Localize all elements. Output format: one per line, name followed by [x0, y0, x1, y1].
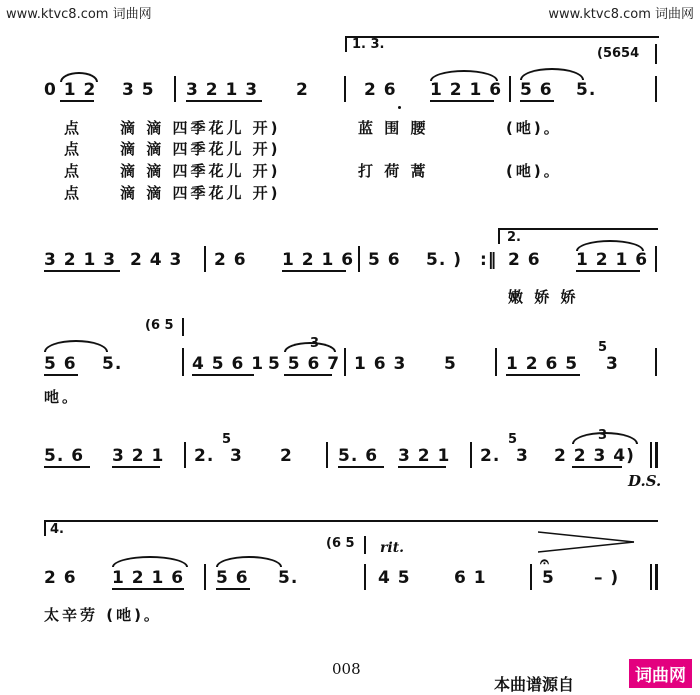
lyric-line: 太辛劳 (吔)。 — [44, 606, 162, 624]
slur — [112, 556, 188, 567]
beam — [430, 100, 494, 102]
note-group: 1 2 1 6 — [430, 80, 503, 100]
barline-final — [650, 442, 652, 468]
lyric-line: 吔。 — [44, 388, 81, 406]
barline — [204, 564, 206, 590]
brand-logo[interactable]: 词曲网 — [629, 659, 692, 688]
lyric-line: 滴 滴 四季花儿 开) — [120, 162, 281, 180]
note-group: 0 1 2 — [44, 80, 97, 100]
slur — [430, 70, 498, 81]
note-group: 2 4 3 — [130, 250, 183, 270]
lyric-line: 嫩 娇 娇 — [508, 288, 579, 306]
volta-bracket-second — [498, 228, 658, 244]
barline — [655, 246, 657, 272]
barline — [655, 76, 657, 102]
note-group: 5 — [444, 354, 457, 374]
slur — [44, 340, 108, 352]
rit-marking: rit. — [380, 540, 405, 556]
beam — [216, 588, 250, 590]
barline-final — [655, 442, 658, 468]
note-group: 4 5 — [378, 568, 411, 588]
lyric-line: 蓝 围 腰 — [358, 119, 429, 137]
note-group: 5 6 — [216, 568, 249, 588]
lyric-line: (吔)。 — [506, 162, 562, 180]
ds-marking: D.S. — [628, 472, 662, 490]
barline — [364, 564, 366, 590]
barline — [655, 44, 657, 64]
note-group: 2 — [296, 80, 309, 100]
note-group: 2 2 3 4) — [554, 446, 635, 466]
note-group: 3 2 1 3 — [44, 250, 117, 270]
barline — [509, 76, 511, 102]
grace-note: 5 — [508, 432, 518, 447]
barline — [470, 442, 472, 468]
note-group: – ) — [594, 568, 620, 588]
barline — [174, 76, 176, 102]
note-group: 3 — [516, 446, 529, 466]
barline — [344, 76, 346, 102]
note-group: 5. ) — [426, 250, 462, 270]
note-group: 2. — [194, 446, 215, 466]
note-group: 2 6 — [44, 568, 77, 588]
note-group: 2 6 — [214, 250, 247, 270]
volta-label-fourth: 4. — [50, 522, 64, 537]
note-group: 5 6 — [520, 80, 553, 100]
lyric-syllable: 点 — [64, 162, 83, 180]
lyric-line: 滴 滴 四季花儿 开) — [120, 140, 281, 158]
triplet-mark: 3 — [598, 428, 608, 443]
beam — [112, 588, 184, 590]
note-group: 5. — [278, 568, 299, 588]
beam — [572, 466, 622, 468]
slur — [572, 432, 638, 444]
beam — [192, 374, 254, 376]
note-group: 1 2 1 6 — [112, 568, 185, 588]
grace-notes: (5654 — [597, 46, 640, 61]
note-group: 5. 6 — [44, 446, 85, 466]
barline — [182, 348, 184, 376]
lyric-syllable: 点 — [64, 140, 83, 158]
decrescendo-hairpin — [538, 530, 638, 554]
note-group: 1 2 1 6 — [576, 250, 649, 270]
barline — [364, 536, 366, 554]
note-group: 1 2 1 6 — [282, 250, 355, 270]
beam — [338, 466, 384, 468]
note-group: 5 5 6 7 — [268, 354, 341, 374]
beam — [576, 270, 640, 272]
slur — [284, 342, 336, 352]
lyric-syllable: 点 — [64, 184, 83, 202]
lyric-line: 滴 滴 四季花儿 开) — [120, 119, 281, 137]
octave-dot — [398, 106, 401, 109]
beam — [282, 270, 346, 272]
barline-final — [650, 564, 652, 590]
note-group: 4 5 6 1 — [192, 354, 265, 374]
note-group: 2. — [480, 446, 501, 466]
note-group: 2 6 — [364, 80, 397, 100]
note-group: 1 2 6 5 — [506, 354, 579, 374]
note-group: 3 2 1 3 — [186, 80, 259, 100]
lyric-line: 滴 滴 四季花儿 开) — [120, 184, 281, 202]
note-group: 3 5 — [122, 80, 155, 100]
lyric-line: (吔)。 — [506, 119, 562, 137]
beam — [44, 466, 90, 468]
page-number: 008 — [332, 660, 361, 678]
barline — [358, 246, 360, 272]
barline-final — [655, 564, 658, 590]
triplet-mark: 3 — [310, 336, 320, 351]
beam — [520, 100, 554, 102]
note-group: 5 6 — [368, 250, 401, 270]
note-group: 3 2 1 — [398, 446, 451, 466]
watermark-left: www.ktvc8.com 词曲网 — [6, 7, 152, 22]
grace-note: 5 — [222, 432, 232, 447]
volta-label-first: 1. 3. — [352, 37, 385, 52]
note-group: 6 1 — [454, 568, 487, 588]
slur — [60, 72, 98, 82]
lyric-syllable: 点 — [64, 119, 83, 137]
watermark-right: www.ktvc8.com 词曲网 — [548, 7, 694, 22]
beam — [112, 466, 160, 468]
note-group: 5 — [542, 568, 555, 588]
barline — [326, 442, 328, 468]
note-group: 5. 6 — [338, 446, 379, 466]
note-group: 5. — [102, 354, 123, 374]
beam — [44, 270, 120, 272]
grace-notes: (6 5 — [145, 318, 174, 333]
grace-notes: (6 5 — [326, 536, 355, 551]
barline — [184, 442, 186, 468]
grace-note: 5 — [598, 340, 608, 355]
slur — [216, 556, 282, 567]
note-group: 1 6 3 — [354, 354, 407, 374]
note-group: 3 — [230, 446, 243, 466]
beam — [284, 374, 332, 376]
footer-source-text: 本曲谱源自 — [494, 675, 575, 694]
note-group: 5 6 — [44, 354, 77, 374]
barline — [204, 246, 206, 272]
beam — [60, 100, 94, 102]
note-group: 3 2 1 — [112, 446, 165, 466]
beam — [44, 374, 78, 376]
barline — [495, 348, 497, 376]
barline — [530, 564, 532, 590]
lyric-line: 打 荷 蒿 — [358, 162, 429, 180]
fermata-icon: 𝄐 — [540, 552, 549, 571]
beam — [186, 100, 262, 102]
barline — [344, 348, 346, 376]
slur — [520, 68, 584, 80]
note-group: 2 — [280, 446, 293, 466]
beam — [506, 374, 580, 376]
barline — [655, 348, 657, 376]
beam — [398, 466, 446, 468]
note-group: 5. — [576, 80, 597, 100]
volta-label-second: 2. — [507, 230, 521, 245]
repeat-sign: :‖ — [480, 250, 498, 270]
note-group: 3 — [606, 354, 619, 374]
barline — [182, 318, 184, 336]
note-group: 2 6 — [508, 250, 541, 270]
